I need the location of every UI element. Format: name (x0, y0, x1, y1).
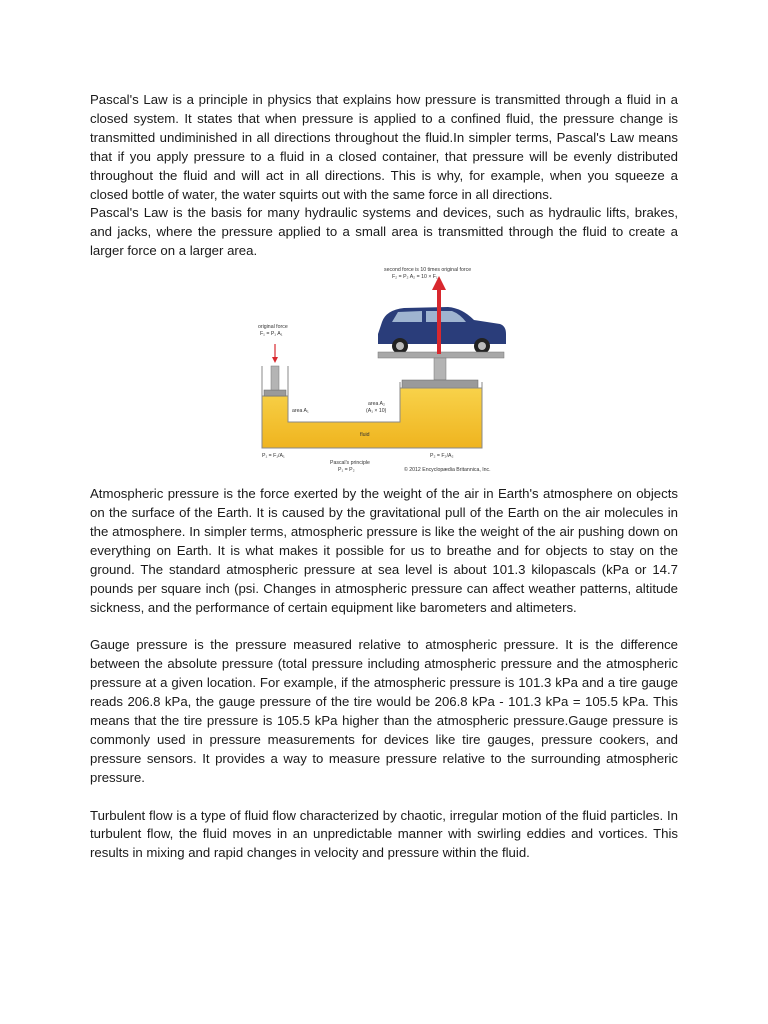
small-piston-rod (271, 366, 279, 390)
original-force-label: original force (258, 324, 288, 330)
principle-eq: P₁ = P₂ (338, 467, 355, 473)
paragraph-turbulent-flow: Turbulent flow is a type of fluid flow characterized by chaotic, irregular motion of the fluid particles. In turbulent flow, the fluid moves in an unpredictable manner with swirling eddies and vortices. This results in mixing and rapid changes in velocity and pressure within the fluid. (90, 807, 678, 861)
p2-eq: P₂ = F₂/A₂ (430, 453, 454, 459)
area-a2-eq: (A₁ × 10) (366, 408, 387, 414)
large-piston (402, 380, 478, 388)
copyright-text: © 2012 Encyclopædia Britannica, Inc. (404, 467, 491, 473)
paragraph-atmospheric-pressure: Atmospheric pressure is the force exerted by the weight of the air in Earth's atmosphere on objects on the surface of the Earth. It is caused by the gravitational pull of the Earth on the air molecules in the atmosphere. In simpler terms, atmospheric pressure is like the weight of the air pushing down on everything on Earth. It is what makes it possible for us to breathe and for objects to stay on the ground. The standard atmospheric pressure at sea level is about 101.3 kilopascals (kPa or 14.7 pounds per square inch (psi. Changes in atmospheric pressure can affect weather patterns, altitude sickness, and the performance of certain equipment like barometers and altimeters. (90, 486, 678, 615)
paragraph-hydraulics: Pascal's Law is the basis for many hydraulic systems and devices, such as hydraulic lifts, brakes, and jacks, where the pressure applied to a small area is transmitted through the fluid to create a larger force on a larger area. (90, 205, 678, 259)
p1-eq: P₁ = F₁/A₁ (262, 453, 285, 459)
large-piston-rod (434, 358, 446, 380)
paragraph-gauge-pressure: Gauge pressure is the pressure measured relative to atmospheric pressure. It is the difference between the absolute pressure (total pressure including atmospheric pressure and the atmospheric pressure at a given location. For example, if the atmospheric pressure is 101.3 kPa and a tire gauge reads 206.8 kPa, the gauge pressure of the tire would be 206.8 kPa - 101.3 kPa = 105.5 kPa. This means that the tire pressure is 105.5 kPa higher than the atmospheric pressure.Gauge pressure is commonly used in pressure measurements for devices like tire gauges, pressure cookers, and pressure sensors. It provides a way to measure pressure relative to the surrounding atmospheric pressure. (90, 637, 678, 785)
original-force-eq: F₁ = P₁ A₁ (260, 331, 283, 337)
document-body (90, 91, 678, 863)
fluid-label: fluid (360, 432, 370, 438)
fluid-container (262, 388, 482, 448)
area-a2-label: area A₂ (368, 401, 386, 407)
second-force-label: second force is 10 times original force (384, 267, 472, 273)
principle-label: Pascal's principle (330, 460, 370, 466)
car-icon (378, 307, 506, 354)
second-force-eq: F₂ = P₂ A₂ = 10 × F₁ (392, 274, 438, 280)
small-piston (264, 390, 286, 396)
paragraph-pascals-law: Pascal's Law is a principle in physics that explains how pressure is transmitted through a fluid in a closed system. It states that when pressure is applied to a confined fluid, the pressure change is transmitted undiminished in all directions throughout the fluid.In simpler terms, Pascal's Law means that if you apply pressure to a fluid in a closed container, that pressure will be evenly distributed throughout the fluid and will act in all directions. This is why, for example, when you squeeze a closed bottle of water, the water squirts out with the same force in all directions. (90, 92, 678, 202)
hydraulic-press-diagram (252, 262, 516, 476)
area-a1-label: area A₁ (292, 408, 309, 414)
